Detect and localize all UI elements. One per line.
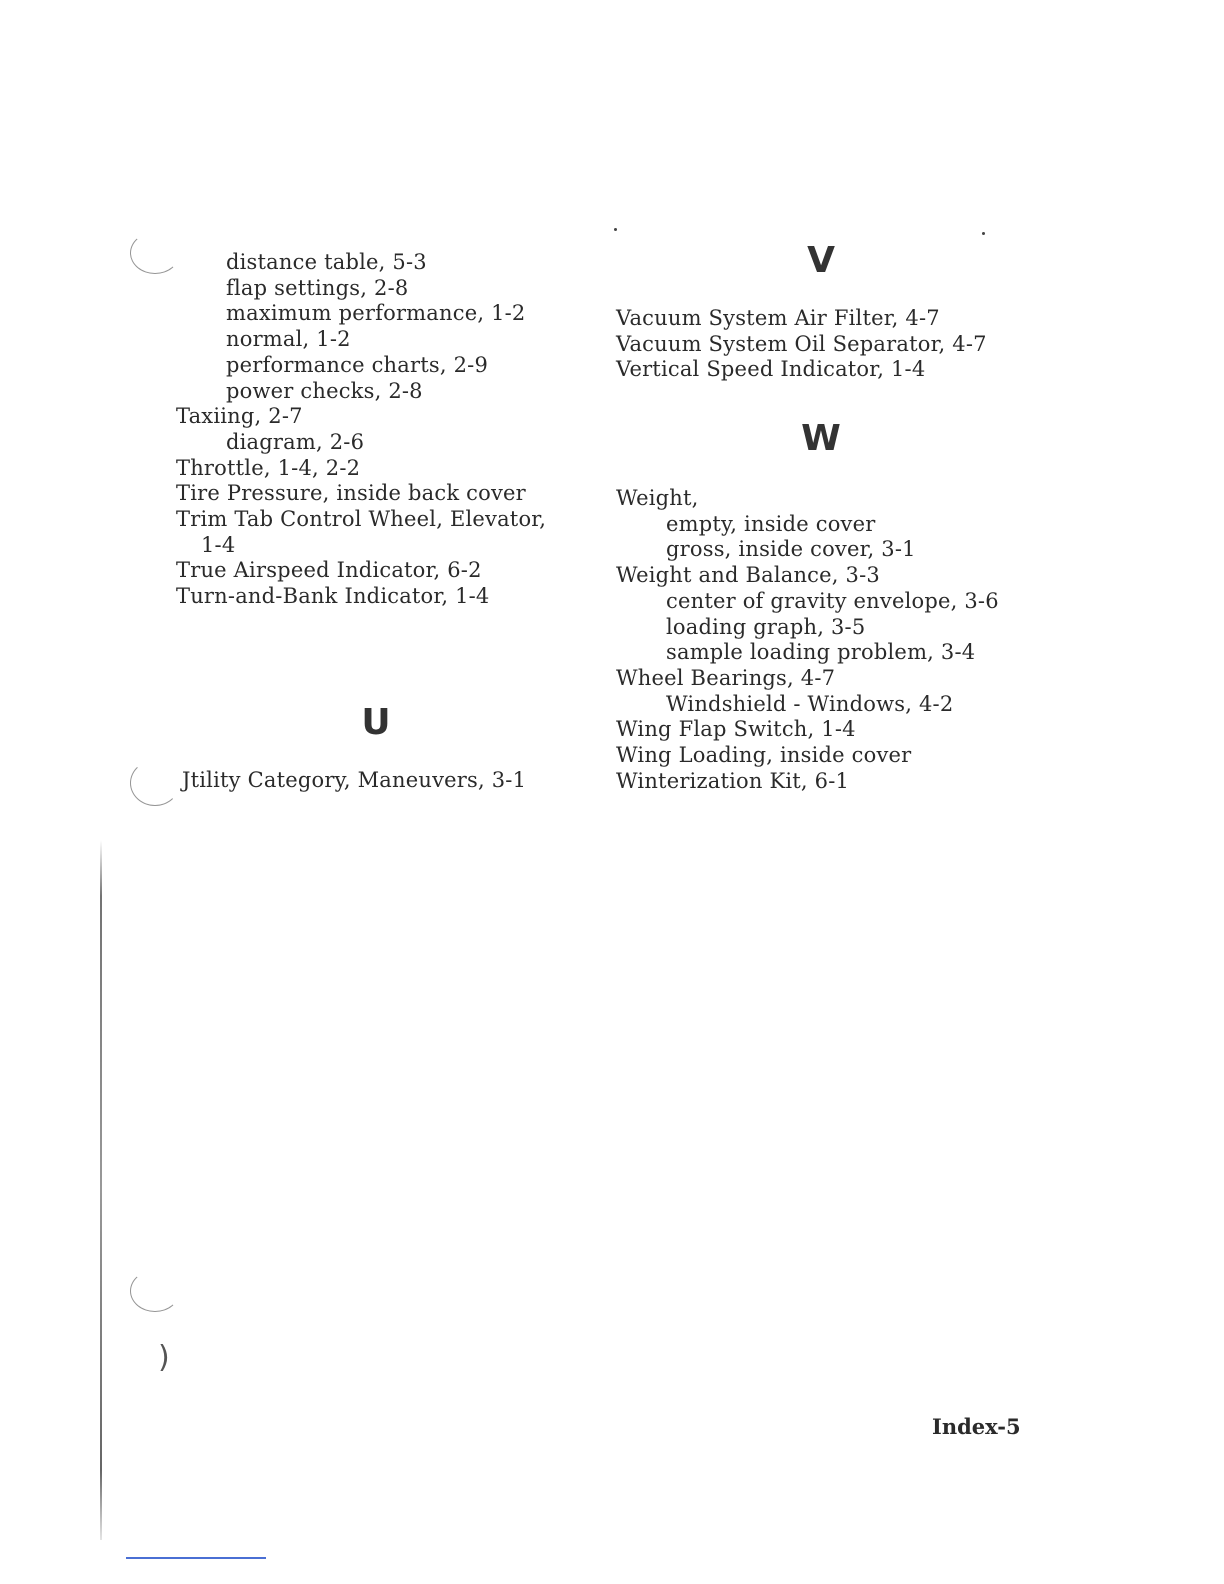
index-entry: Wing Loading, inside cover xyxy=(616,743,912,768)
index-entry: Trim Tab Control Wheel, Elevator, xyxy=(176,507,547,532)
index-entry: Vacuum System Oil Separator, 4-7 xyxy=(616,331,987,356)
index-entry: diagram, 2-6 xyxy=(226,429,365,454)
index-entry: distance table, 5-3 xyxy=(226,250,427,274)
scan-dot xyxy=(982,232,985,235)
index-entry: normal, 1-2 xyxy=(226,327,351,352)
index-entry: Turn-and-Bank Indicator, 1-4 xyxy=(176,584,490,609)
index-entry: loading graph, 3-5 xyxy=(666,614,866,639)
index-entry: Tire Pressure, inside back cover xyxy=(176,481,526,506)
section-heading-w: W xyxy=(801,418,841,459)
punch-hole-mark xyxy=(130,232,180,274)
index-section-t xyxy=(176,250,596,610)
index-section-u xyxy=(182,768,526,794)
section-heading-v: V xyxy=(807,240,835,281)
index-entry: Winterization Kit, 6-1 xyxy=(616,768,850,793)
index-entry: Vertical Speed Indicator, 1-4 xyxy=(616,357,926,382)
binding-edge-line xyxy=(100,840,102,1540)
index-entry: Wheel Bearings, 4-7 xyxy=(616,665,836,690)
index-entry: Throttle, 1-4, 2-2 xyxy=(176,455,361,480)
index-section-w xyxy=(616,486,999,794)
section-heading-u: U xyxy=(361,702,391,743)
index-entry: flap settings, 2-8 xyxy=(226,275,409,300)
index-entry: Weight, xyxy=(616,486,699,510)
index-entry: Vacuum System Air Filter, 4-7 xyxy=(616,306,940,330)
index-entry: True Airspeed Indicator, 6-2 xyxy=(176,558,482,583)
index-entry: Windshield - Windows, 4-2 xyxy=(666,691,954,716)
index-entry: 1-4 xyxy=(201,532,236,557)
index-entry: empty, inside cover xyxy=(666,511,876,536)
index-entry: Wing Flap Switch, 1-4 xyxy=(616,717,856,742)
punch-hole-mark xyxy=(130,760,180,806)
index-entry: sample loading problem, 3-4 xyxy=(666,640,976,665)
index-entry: performance charts, 2-9 xyxy=(226,352,489,377)
punch-hole-mark xyxy=(130,1270,180,1312)
scan-dot xyxy=(614,228,617,231)
scan-mark: ) xyxy=(158,1340,170,1375)
index-section-v xyxy=(616,306,987,383)
index-entry: center of gravity envelope, 3-6 xyxy=(666,588,999,613)
index-entry: power checks, 2-8 xyxy=(226,378,423,403)
index-entry: Weight and Balance, 3-3 xyxy=(616,563,880,588)
index-entry: gross, inside cover, 3-1 xyxy=(666,537,916,562)
index-entry: Taxiing, 2-7 xyxy=(176,404,303,429)
scan-edge-line xyxy=(126,1557,266,1559)
page-number: Index-5 xyxy=(932,1414,1021,1439)
index-entry: maximum performance, 1-2 xyxy=(226,301,526,326)
index-entry: Jtility Category, Maneuvers, 3-1 xyxy=(182,768,527,792)
